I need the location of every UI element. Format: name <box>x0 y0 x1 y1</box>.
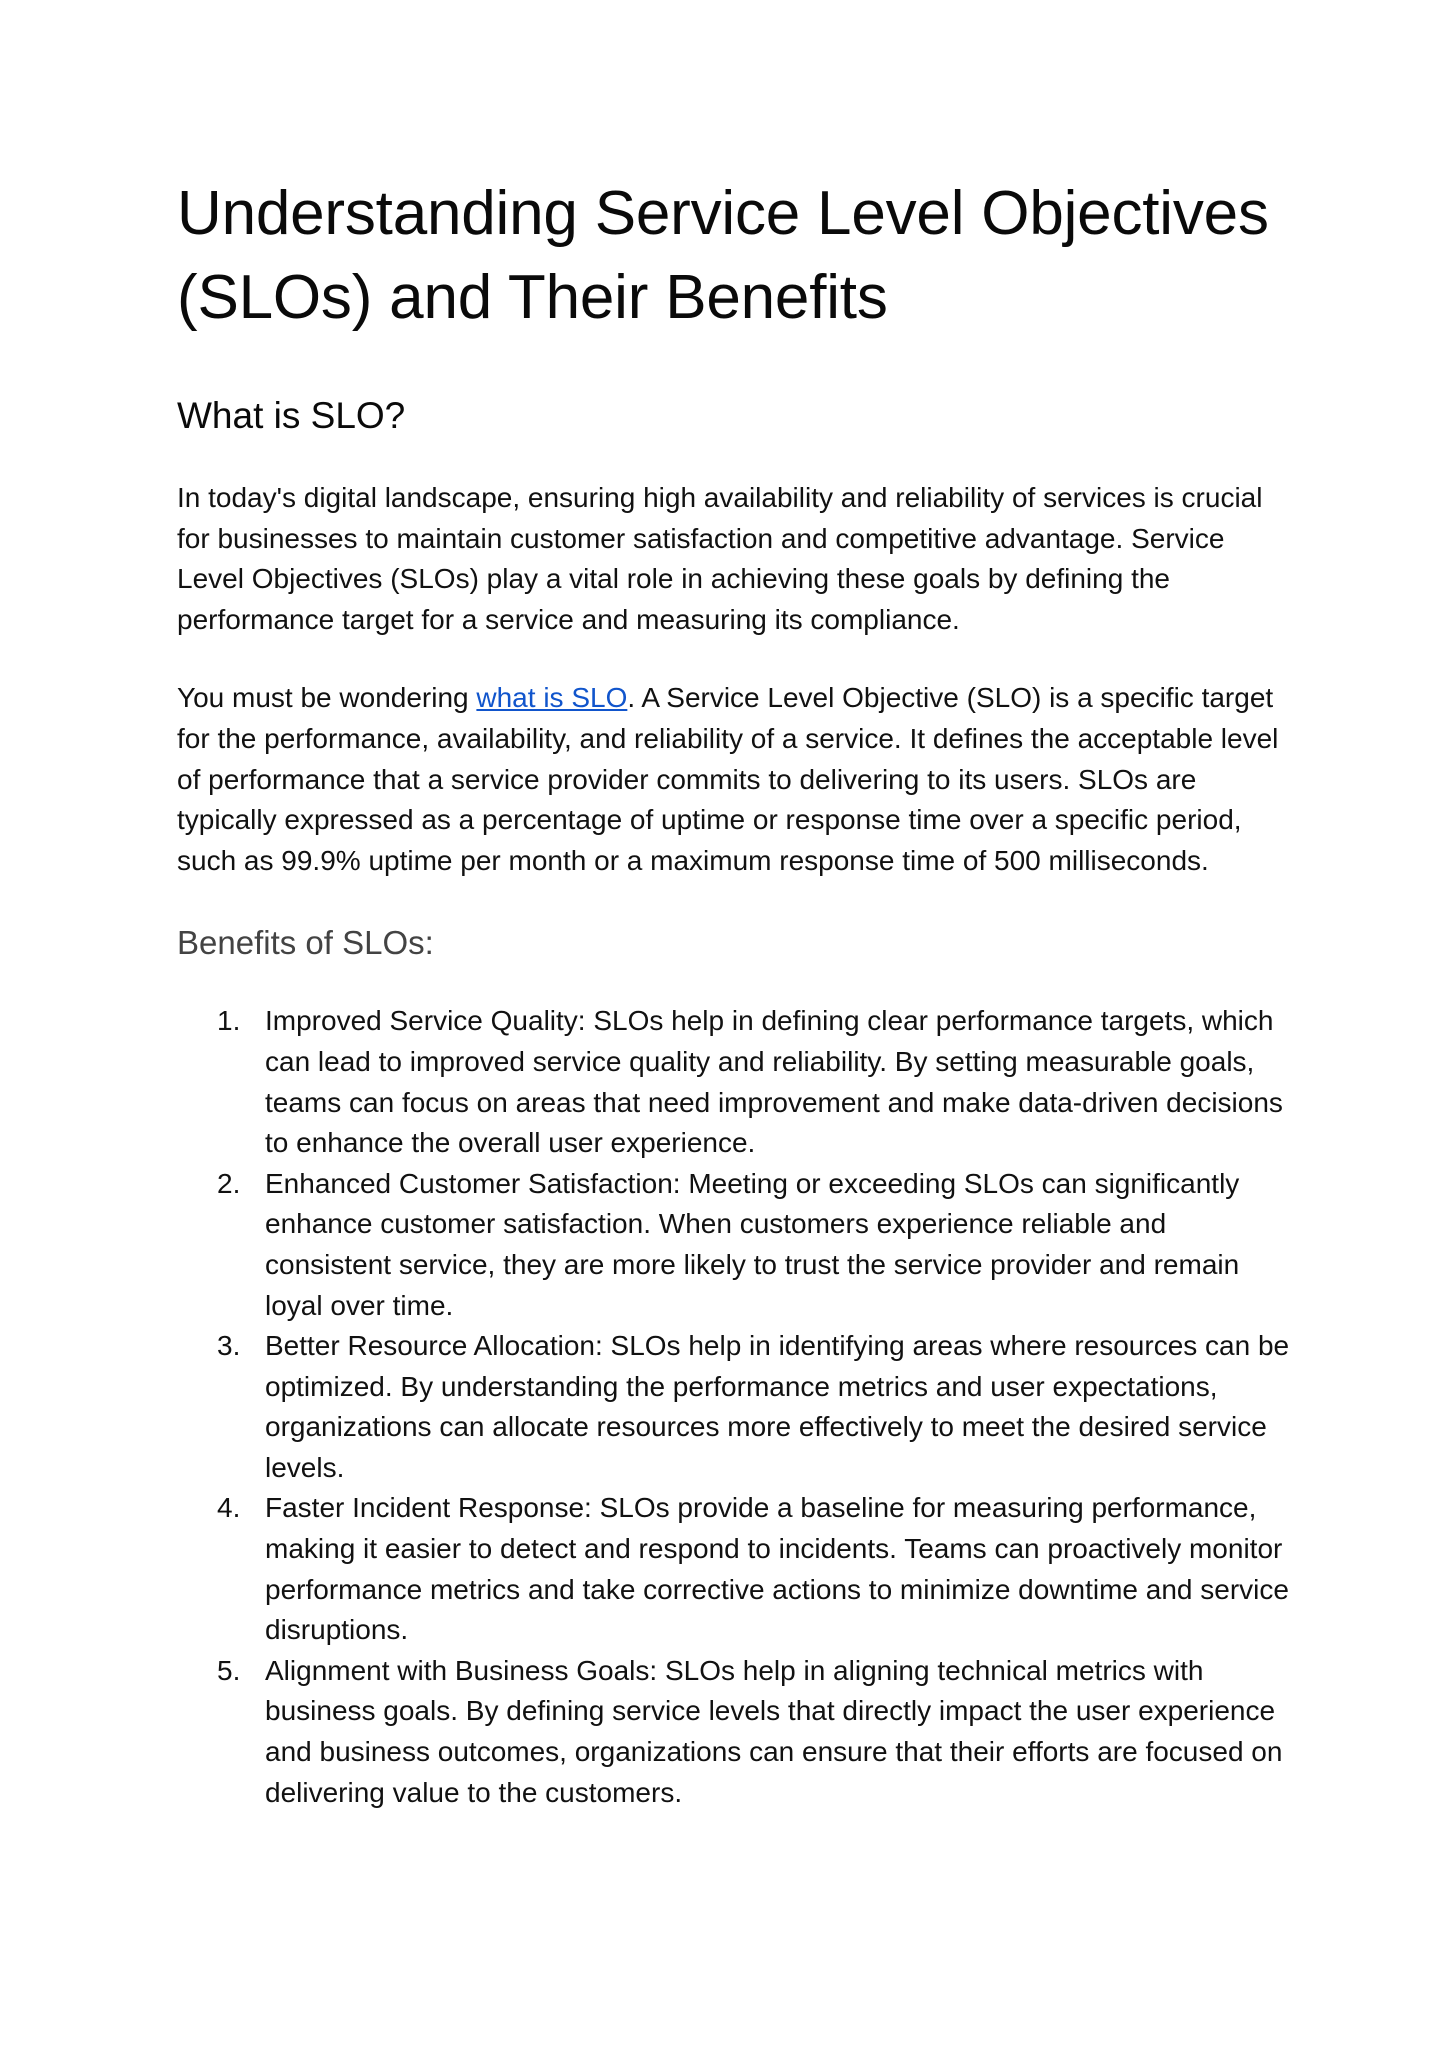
list-item <box>177 1326 1297 1488</box>
list-item-number: 4. <box>217 1492 241 1524</box>
list-item-number: 3. <box>217 1330 241 1362</box>
definition-paragraph <box>177 678 1297 881</box>
list-item <box>177 1164 1297 1326</box>
list-item <box>177 1651 1297 1813</box>
list-item-text: Enhanced Customer Satisfaction: Meeting or exceeding SLOs can significantly enhance customer satisfaction. When customers experience reliable and consistent service, they are more likely to trust the service provider and remain loyal over time. <box>265 1167 1240 1321</box>
list-item-number: 5. <box>217 1654 241 1686</box>
list-item-text: Alignment with Business Goals: SLOs help in aligning technical metrics with business goals. By defining service levels that directly impact the user experience and business outcomes, organizations can ensure that their efforts are focused on delivering value to the customers. <box>265 1654 1283 1808</box>
list-item <box>177 1001 1297 1163</box>
benefits-list <box>177 1001 1297 1813</box>
list-item-number: 2. <box>217 1167 241 1199</box>
list-item-number: 1. <box>217 1005 241 1037</box>
section-heading-what-is-slo: What is SLO? <box>177 395 406 436</box>
intro-paragraph: In today's digital landscape, ensuring high availability and reliability of services is crucial for businesses to maintain customer satisfaction and competitive advantage. Service Level Objectives (SLOs) play a vital role in achieving these goals by defining the performance target for a service and measuring its compliance. <box>177 482 1263 635</box>
definition-text-before-link: You must be wondering <box>177 682 477 714</box>
list-item-text: Faster Incident Response: SLOs provide a baseline for measuring performance, making it easier to detect and respond to incidents. Teams can proactively monitor performance metrics and take corrective actions to minimize downtime and service disruptions. <box>265 1492 1289 1646</box>
list-item <box>177 1488 1297 1650</box>
list-item-text: Improved Service Quality: SLOs help in defining clear performance targets, which can lead to improved service quality and reliability. By setting measurable goals, teams can focus on areas that need improvement and make data-driven decisions to enhance the overall user experience. <box>265 1005 1283 1159</box>
section-heading-benefits: Benefits of SLOs: <box>177 924 434 962</box>
document-page <box>177 172 1297 1813</box>
list-item-text: Better Resource Allocation: SLOs help in identifying areas where resources can be optimized. By understanding the performance metrics and user expectations, organizations can allocate resources more effectively to meet the desired service levels. <box>265 1330 1290 1483</box>
what-is-slo-link[interactable]: what is SLO <box>476 682 628 714</box>
definition-text-after-link: . A Service Level Objective (SLO) is a specific target for the performance, availability, and reliability of a service. It defines the acceptable level of performance that a service provider commits to delivering to its users. SLOs are typically expressed as a percentage of uptime or response time over a specific period, such as 99.9% uptime per month or a maximum response time of 500 milliseconds. <box>177 682 1279 876</box>
document-title: Understanding Service Level Objectives (SLOs) and Their Benefits <box>177 179 1269 332</box>
